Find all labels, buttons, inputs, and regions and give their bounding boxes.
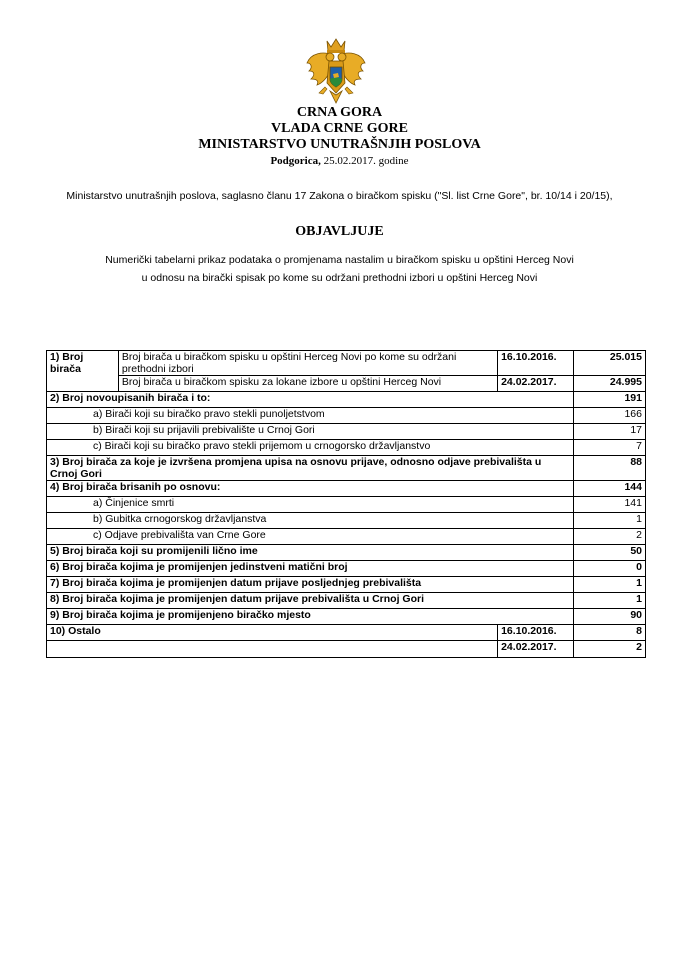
place-and-date bbox=[0, 155, 679, 167]
table-row bbox=[47, 376, 646, 392]
row-8-value: 1 bbox=[574, 593, 646, 609]
table-row bbox=[47, 561, 646, 577]
row-10-label: 10) Ostalo bbox=[47, 625, 498, 641]
intro-text: Ministarstvo unutrašnjih poslova, saglasno članu 17 Zakona o biračkom spisku ("Sl. list Crne Gore", br. 10/14 i 20/15), bbox=[66, 190, 613, 202]
table-row bbox=[47, 497, 646, 513]
table-row bbox=[47, 440, 646, 456]
row-1b-date: 24.02.2017. bbox=[498, 376, 574, 392]
montenegro-coat-of-arms-icon bbox=[305, 37, 367, 105]
date: 25.02.2017. godine bbox=[323, 155, 409, 167]
row-4-label: 4) Broj birača brisanih po osnovu: bbox=[47, 481, 574, 497]
row-1b-description: Broj birača u biračkom spisku za lokane izbore u opštini Herceg Novi bbox=[118, 376, 497, 392]
row-2c-value: 7 bbox=[574, 440, 646, 456]
row-3-value: 88 bbox=[574, 456, 646, 481]
row-10a-value: 8 bbox=[574, 625, 646, 641]
row-7-value: 1 bbox=[574, 577, 646, 593]
row-2a-value: 166 bbox=[574, 408, 646, 424]
row-1-label: 1) Broj birača bbox=[47, 351, 119, 392]
subtitle-line-2: u odnosu na birački spisak po kome su održani prethodni izbori u opštini Herceg Novi bbox=[141, 272, 538, 284]
row-9-label: 9) Broj birača kojima je promijenjeno biračko mjesto bbox=[47, 609, 574, 625]
row-1a-value: 25.015 bbox=[574, 351, 646, 376]
row-2b-value: 17 bbox=[574, 424, 646, 440]
row-1a-description: Broj birača u biračkom spisku u opštini Herceg Novi po kome su održani prethodni izbori bbox=[118, 351, 497, 376]
table-row bbox=[47, 513, 646, 529]
voter-register-table bbox=[46, 350, 646, 658]
table-row bbox=[47, 593, 646, 609]
row-7-label: 7) Broj birača kojima je promijenjen datum prijave posljednjeg prebivališta bbox=[47, 577, 574, 593]
table-row bbox=[47, 625, 646, 641]
table-row bbox=[47, 456, 646, 481]
row-4a-value: 141 bbox=[574, 497, 646, 513]
table-row bbox=[47, 609, 646, 625]
row-5-value: 50 bbox=[574, 545, 646, 561]
table-row bbox=[47, 529, 646, 545]
row-3-label: 3) Broj birača za koje je izvršena promjena upisa na osnovu prijave, odnosno odjave prebivališta u Crnoj Gori bbox=[47, 456, 574, 481]
row-5-label: 5) Broj birača koji su promijenili lično ime bbox=[47, 545, 574, 561]
page-title: OBJAVLJUJE bbox=[295, 224, 384, 239]
row-2-value: 191 bbox=[574, 392, 646, 408]
row-2-label: 2) Broj novoupisanih birača i to: bbox=[47, 392, 574, 408]
row-6-value: 0 bbox=[574, 561, 646, 577]
table-row bbox=[47, 408, 646, 424]
row-2a-label: a) Birači koji su biračko pravo stekli punoljetstvom bbox=[47, 408, 574, 424]
row-4-value: 144 bbox=[574, 481, 646, 497]
row-2c-label: c) Birači koji su biračko pravo stekli prijemom u crnogorsko državljanstvo bbox=[47, 440, 574, 456]
place: Podgorica, bbox=[270, 155, 321, 167]
row-4b-value: 1 bbox=[574, 513, 646, 529]
row-4c-value: 2 bbox=[574, 529, 646, 545]
table-row bbox=[47, 577, 646, 593]
row-4c-label: c) Odjave prebivališta van Crne Gore bbox=[47, 529, 574, 545]
table-row bbox=[47, 545, 646, 561]
row-10b-date: 24.02.2017. bbox=[498, 641, 574, 658]
table-row bbox=[47, 424, 646, 440]
table-row bbox=[47, 481, 646, 497]
table-row bbox=[47, 641, 646, 658]
row-2b-label: b) Birači koji su prijavili prebivalište u Crnoj Gori bbox=[47, 424, 574, 440]
country-name: CRNA GORA bbox=[296, 105, 383, 120]
row-8-label: 8) Broj birača kojima je promijenjen datum prijave prebivališta u Crnoj Gori bbox=[47, 593, 574, 609]
row-1a-date: 16.10.2016. bbox=[498, 351, 574, 376]
row-10b-blank bbox=[47, 641, 498, 658]
row-10a-date: 16.10.2016. bbox=[498, 625, 574, 641]
ministry-name: MINISTARSTVO UNUTRAŠNJIH POSLOVA bbox=[198, 137, 481, 152]
table-row bbox=[47, 392, 646, 408]
row-4a-label: a) Činjenice smrti bbox=[47, 497, 574, 513]
table-row bbox=[47, 351, 646, 376]
government-name: VLADA CRNE GORE bbox=[271, 121, 408, 136]
row-10b-value: 2 bbox=[574, 641, 646, 658]
row-9-value: 90 bbox=[574, 609, 646, 625]
row-1b-value: 24.995 bbox=[574, 376, 646, 392]
subtitle-line-1: Numerički tabelarni prikaz podataka o promjenama nastalim u biračkom spisku u opštini Herceg Novi bbox=[105, 254, 574, 266]
row-4b-label: b) Gubitka crnogorskog državljanstva bbox=[47, 513, 574, 529]
row-6-label: 6) Broj birača kojima je promijenjen jedinstveni matični broj bbox=[47, 561, 574, 577]
